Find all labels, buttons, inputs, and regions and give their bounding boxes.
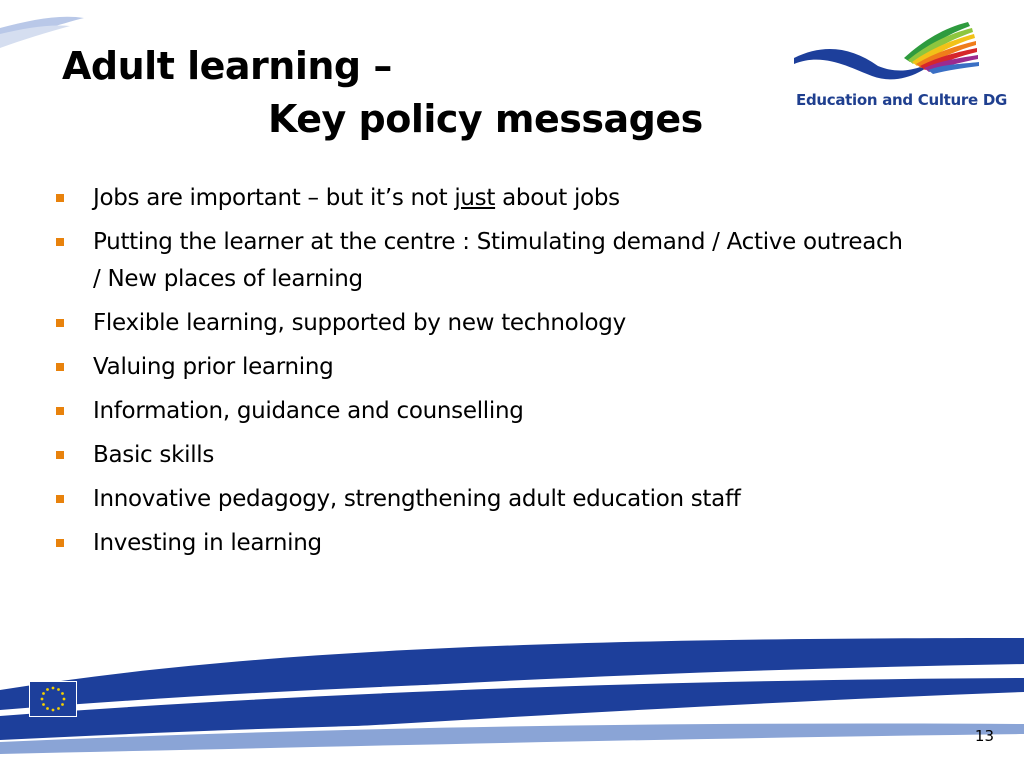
bullet-item <box>56 393 916 430</box>
bullet-text: Putting the learner at the centre : Stimulating demand / Active outreach / New places of learning <box>93 229 903 292</box>
bullet-list <box>56 180 916 569</box>
bullet-marker <box>56 495 64 503</box>
bullet-item <box>56 481 916 518</box>
bullet-text: Investing in learning <box>93 530 322 556</box>
bullet-text: Valuing prior learning <box>93 354 334 380</box>
bullet-marker <box>56 319 64 327</box>
bullet-text-after: about jobs <box>495 185 620 211</box>
bullet-marker <box>56 363 64 371</box>
bullet-text: Information, guidance and counselling <box>93 398 524 424</box>
page-number: 13 <box>974 727 994 745</box>
bullet-item <box>56 305 916 342</box>
footer-wave-band <box>0 630 1024 768</box>
eu-flag-icon <box>29 681 77 717</box>
bullet-item <box>56 180 916 217</box>
bullet-text: Flexible learning, supported by new technology <box>93 310 626 336</box>
bullet-text: Basic skills <box>93 442 215 468</box>
bullet-item <box>56 224 916 298</box>
slide-title-line-1: Adult learning – <box>62 44 392 88</box>
logo-text: Education and Culture DG <box>796 91 1007 109</box>
bullet-text: Innovative pedagogy, strengthening adult education staff <box>93 486 741 512</box>
bullet-item <box>56 437 916 474</box>
logo-swoosh-icon <box>792 16 1002 88</box>
bullet-item <box>56 525 916 562</box>
bullet-marker <box>56 238 64 246</box>
bullet-marker <box>56 451 64 459</box>
bullet-emphasis: just <box>454 185 496 211</box>
bullet-marker <box>56 539 64 547</box>
bullet-marker <box>56 194 64 202</box>
education-and-culture-dg-logo <box>792 16 1007 116</box>
slide-title-line-2: Key policy messages <box>268 97 703 141</box>
bullet-text: Jobs are important – but it’s not <box>93 185 455 211</box>
bullet-item <box>56 349 916 386</box>
bullet-marker <box>56 407 64 415</box>
eu-stars-icon <box>30 682 76 716</box>
